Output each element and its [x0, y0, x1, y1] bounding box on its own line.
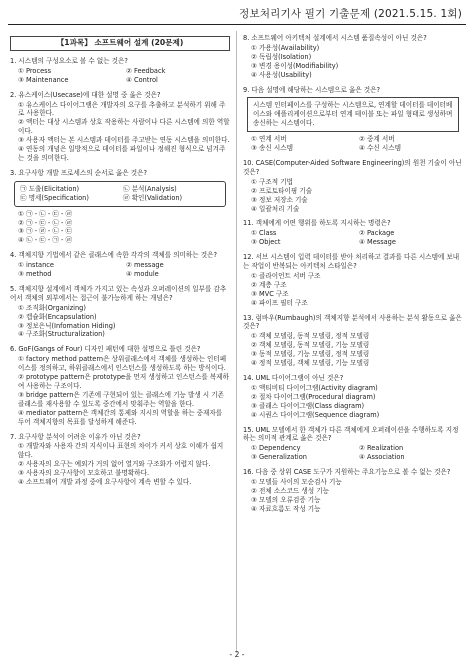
question-14 [243, 374, 463, 420]
question-text: 7. 요구사항 분석이 어려운 이유가 아닌 것은? [10, 432, 141, 441]
options [18, 261, 230, 279]
option-2: ② 캡슐화(Encapsulation) [18, 312, 97, 321]
box-item: ㉠ 도출(Elicitation) [20, 184, 80, 193]
option-4: ④ 자료흐름도 작성 기능 [251, 504, 321, 513]
question-text: 12. 서브 시스템이 입력 데이터를 받아 처리하고 결과를 다른 시스템에 보내는 작업이 반복되는 아키텍처 스타일은? [243, 253, 460, 271]
options [18, 210, 230, 246]
question-13 [243, 314, 463, 368]
header-rule [8, 24, 466, 25]
option-4: ④ 시퀀스 다이어그램(Sequence diagram) [251, 410, 380, 419]
box-text: 시스템 인터페이스를 구성하는 시스템으로, 연계할 데이터를 데이터베이스와 애플리케이션으로부터 연계 테이블 또는 파일 형태로 생성하며 송신하는 시스템이다. [253, 101, 453, 128]
options [251, 272, 463, 308]
question-8 [243, 34, 463, 80]
question-text: 10. CASE(Computer-Aided Software Engineering)의 원천 기술이 아닌 것은? [243, 158, 462, 176]
option-4: ④ ㉡ - ㉢ - ㉠ - ㉣ [18, 236, 73, 245]
option-3: ③ MVC 구조 [251, 289, 289, 298]
question-text: 1. 시스템의 구성요소로 볼 수 없는 것은? [10, 56, 128, 65]
options [18, 442, 230, 487]
option-4: ④ 수신 시스템 [359, 144, 401, 153]
option-2: ② message [126, 261, 164, 270]
option-2: ② 사용자의 요구는 예외가 거의 없어 열거와 구조화가 어렵지 않다. [18, 460, 211, 469]
option-1: ① factory method pattern은 상위클래스에서 객체를 생성하는 인터페이스를 정의하고, 하위클래스에서 인스턴스를 생성하도록 하는 방식이다. [18, 355, 227, 373]
option-1: ① 객체 모델링, 동적 모델링, 정적 모델링 [251, 332, 370, 341]
options [251, 384, 463, 420]
options [251, 229, 463, 247]
option-2: ② 절차 다이어그램(Procedural diagram) [251, 392, 376, 401]
option-1: ① Dependency [251, 444, 301, 453]
option-4: ④ 정적 모델링, 객체 모델링, 기능 모델링 [251, 359, 370, 368]
option-2: ② 계층 구조 [251, 280, 287, 289]
question-4 [10, 251, 230, 279]
question-2 [10, 91, 230, 163]
option-4: ④ 소프트웨어 개발 과정 중에 요구사항이 계속 변할 수 있다. [18, 478, 192, 487]
options [251, 44, 463, 80]
question-16 [243, 468, 463, 514]
option-3: ③ Maintenance [18, 75, 69, 84]
box-item: ㉢ 명세(Specification) [20, 193, 89, 202]
option-2: ② 객체 모델링, 동적 모델링, 기능 모델링 [251, 341, 370, 350]
option-1: ① 유스케이스 다이어그램은 개발자의 요구를 추출하고 분석하기 위해 주로 사용한다. [18, 100, 226, 118]
options [251, 135, 463, 153]
option-4: ④ 파이프 필터 구조 [251, 298, 308, 307]
option-3: ③ bridge pattern은 기존에 구현되어 있는 클래스에 기능 발생 시 기존 클래스를 재사용할 수 있도록 중간에서 맞춰주는 역할을 한다. [18, 390, 225, 408]
option-2: ② Feedback [126, 66, 166, 75]
option-3: ③ 클래스 다이어그램(Class diagram) [251, 401, 365, 410]
option-1: ① instance [18, 261, 54, 270]
box-item: ㉡ 분석(Analysis) [123, 184, 177, 193]
option-3: ③ Generalization [251, 453, 307, 462]
question-text: 3. 요구사항 개발 프로세스의 순서로 옳은 것은? [10, 168, 148, 177]
option-1: ① Class [251, 229, 277, 238]
question-box [247, 97, 459, 132]
option-3: ③ 송신 시스템 [251, 144, 293, 153]
question-text: 14. UML 다이어그램이 아닌 것은? [243, 374, 344, 382]
option-3: ③ 정보 저장소 기술 [251, 195, 308, 204]
option-4: ④ 구조화(Structuralization) [18, 330, 105, 339]
option-2: ② 중계 서버 [359, 135, 395, 144]
question-15 [243, 426, 463, 463]
option-3: ③ 정보은닉(Infomation Hiding) [18, 321, 116, 330]
option-1: ① ㉠ - ㉡ - ㉢ - ㉣ [18, 209, 73, 218]
option-2: ② 독립성(Isolation) [251, 52, 312, 61]
right-column [243, 34, 463, 520]
question-10 [243, 159, 463, 213]
options [251, 478, 463, 514]
option-1: ① 클라이언트 서버 구조 [251, 271, 321, 280]
option-4: ④ 사용성(Usability) [251, 70, 312, 79]
options [18, 101, 230, 163]
options [18, 304, 230, 340]
question-box [14, 181, 226, 207]
option-3: ③ method [18, 270, 52, 279]
option-4: ④ mediator pattern은 객체간의 통제와 지시의 역할을 하는 중재자를 두어 객체지향의 목표를 달성하게 해준다. [18, 408, 223, 426]
option-2: ② Package [359, 229, 395, 238]
option-4: ④ Control [126, 75, 158, 84]
options [251, 444, 463, 462]
option-2: ② Realization [359, 444, 404, 453]
left-column [10, 34, 230, 493]
question-text: 5. 객체지향 설계에서 객체가 가지고 있는 속성과 오퍼레이션의 일부를 감추어서 객체의 외부에서는 접근이 불가능하게 하는 개념은? [10, 284, 227, 302]
option-2: ② ㉠ - ㉢ - ㉡ - ㉣ [18, 218, 73, 227]
question-1 [10, 57, 230, 85]
option-3: ③ 동적 모델링, 기능 모델링, 정적 모델링 [251, 350, 370, 359]
option-3: ③ 사용자의 요구사항이 모호하고 불명확하다. [18, 469, 150, 478]
question-text: 16. 다음 중 상위 CASE 도구가 지원하는 주요기능으로 볼 수 없는 것은? [243, 468, 451, 477]
question-text: 11. 객체에게 어떤 행위를 하도록 지시하는 명령은? [243, 219, 391, 228]
question-3 [10, 169, 230, 245]
option-4: ④ Message [359, 238, 396, 247]
page-number: - 2 - [229, 650, 245, 659]
option-1: ① 연계 서버 [251, 135, 287, 144]
option-3: ③ Object [251, 238, 281, 247]
question-text: 2. 유스케이스(Usecase)에 대한 설명 중 옳은 것은? [10, 90, 161, 99]
options [251, 332, 463, 368]
option-2: ② 액터는 대상 시스템과 상호 작용하는 사람이나 다른 시스템에 의한 역할이다. [18, 118, 230, 136]
box-item: ㉣ 확인(Validation) [123, 193, 183, 202]
option-1: ① 가용성(Availability) [251, 43, 320, 52]
question-text: 6. GoF(Gangs of Four) 디자인 패턴에 대한 설명으로 틀린 것은? [10, 345, 201, 354]
option-1: ① 액티비티 다이어그램(Activity diagram) [251, 383, 378, 392]
option-1: ① Process [18, 66, 52, 75]
option-4: ④ 일괄처리 기술 [251, 204, 300, 213]
option-3: ③ 사용자 액터는 본 시스템과 데이터를 주고받는 연동 시스템을 의미한다. [18, 136, 230, 145]
question-text: 15. UML 모델에서 한 객체가 다른 객체에게 오퍼레이션을 수행하도록 지정하는 의미적 관계로 옳은 것은? [243, 425, 459, 443]
option-4: ④ Association [359, 453, 405, 462]
option-3: ③ ㉠ - ㉣ - ㉡ - ㉢ [18, 227, 73, 236]
options [18, 67, 230, 85]
question-text: 9. 다음 설명에 해당하는 시스템으로 옳은 것은? [243, 85, 381, 94]
question-5 [10, 285, 230, 339]
option-2: ② 프로토타이핑 기술 [251, 186, 313, 195]
option-1: ① 조직화(Organizing) [18, 303, 86, 312]
option-1: ① 구조적 기법 [251, 177, 293, 186]
option-2: ② prototype pattern은 prototype을 먼저 생성하고 인스턴스를 복제하여 사용하는 구조이다. [18, 373, 229, 390]
option-3: ③ 모델의 오류검증 기능 [251, 495, 321, 504]
section-title: 【1과목】 소프트웨어 설계 (20문제) [10, 36, 230, 51]
question-text: 4. 객체지향 기법에서 같은 클래스에 속한 각각의 객체를 의미하는 것은? [10, 251, 218, 260]
exam-header-title: 정보처리기사 필기 기출문제 (2021.5.15. 1회) [239, 8, 462, 20]
question-6 [10, 345, 230, 426]
option-3: ③ 변경 용이성(Modifiability) [251, 61, 339, 70]
question-11 [243, 219, 463, 247]
question-9 [243, 86, 463, 153]
column-divider [236, 31, 237, 653]
question-text: 13. 럼바우(Rumbaugh)의 객체지향 분석에서 사용하는 분석 활동으로 옳은 것은? [243, 313, 462, 331]
question-text: 8. 소프트웨어 아키텍처 설계에서 시스템 품질속성이 아닌 것은? [243, 34, 427, 42]
option-1: ① 모델들 사이의 모순검사 기능 [251, 478, 342, 487]
question-12 [243, 253, 463, 307]
options [18, 355, 230, 426]
option-4: ④ module [126, 270, 159, 279]
options [251, 178, 463, 214]
question-7 [10, 433, 230, 487]
option-1: ① 개발자와 사용자 간의 지식이나 표현의 차이가 커서 상호 이해가 쉽지 않다. [18, 442, 224, 460]
option-4: ④ 연동의 개념은 일방적으로 데이터를 파일이나 정해진 형식으로 넘겨주는 것을 의미한다. [18, 145, 226, 162]
option-2: ② 전체 소스코드 생성 기능 [251, 486, 329, 495]
